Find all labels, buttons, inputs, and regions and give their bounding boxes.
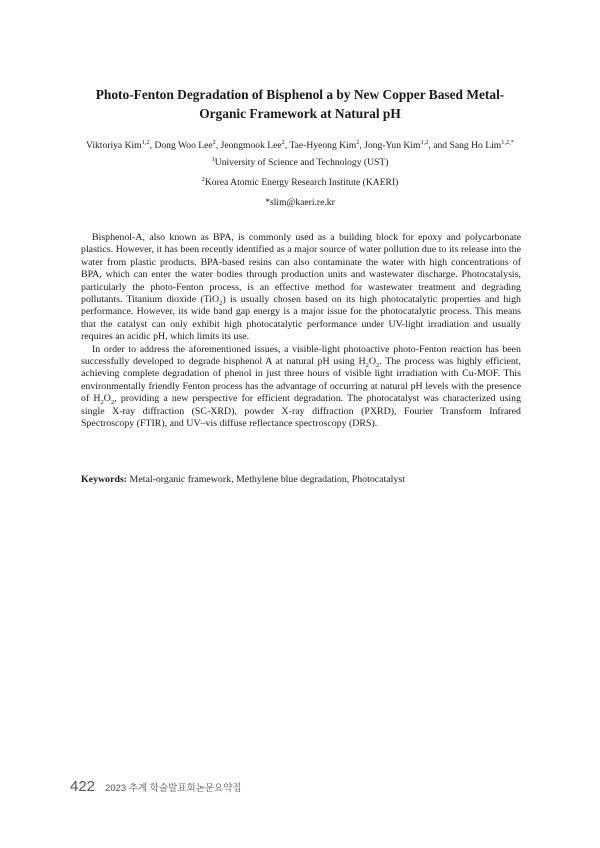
paper-title — [70, 86, 530, 123]
keywords-text: Metal-organic framework, Methylene blue degradation, Photocatalyst — [127, 474, 405, 485]
page-number: 422 — [70, 778, 96, 795]
title-line-2: Organic Framework at Natural pH — [199, 105, 401, 121]
page-footer — [70, 778, 242, 798]
author: Jong-Yun Kim$^{1,2}$, and — [364, 138, 450, 151]
author: Dong Woo Lee$^2$, — [154, 138, 221, 151]
keywords-line — [81, 474, 521, 486]
author: Sang Ho Lim$^{1,2,*}$ — [449, 138, 514, 151]
author: Jeongmook Lee$^2$, — [220, 138, 290, 151]
keywords-label: Keywords: — [81, 474, 128, 485]
affiliation-1: $^1$University of Science and Technology (UST) — [211, 155, 389, 168]
proceedings-title: 2023 추계 학술발표회논문요약집 — [105, 783, 242, 794]
affiliation-2: $^2$Korea Atomic Energy Research Institute (KAERI) — [201, 175, 399, 188]
abstract-paragraph-2: In order to address the aforementioned issues, a visible-light photoactive photo-Fenton reaction has been successfully developed to degrade bisphenol A at natural pH using $H_2O_2$. The process was highly efficient, achieving complete degradation of phenol in just three hours of visible light irradiation with Cu-MOF. This environmentally friendly Fenton process has the advantage of occurring at natural pH levels with the presence of $H_2O_2$, providing a new perspective for efficient degradation. The photocatalyst was characterized using single X-ray diffraction (SC-XRD), powder X-ray diffraction (PXRD), Fourier Transform Infrared Spectroscopy (FTIR), and UV–vis diffuse reflectance spectroscopy (DRS). — [81, 343, 522, 430]
title-line-1: Photo-Fenton Degradation of Bisphenol a by New Copper Based Metal- — [95, 87, 505, 102]
author-list — [40, 139, 560, 152]
corresponding-email: *slim@kaeri.re.kr — [265, 197, 335, 208]
abstract-paragraph-1: Bisphenol-A, also known as BPA, is commonly used as a building block for epoxy and polycarbonate plastics. However, it has been recently identified as a major source of water pollution due to its release into the water from plastic products. BPA-based resins can also contaminate the water with high concentrations of BPA, which can enter the water bodies through production units and wastewater discharge. Photocatalysis, particularly the photo-Fenton process, is an effective method for wastewater treatment and degrading pollutants. Titanium dioxide (TiO$_2$) is usually chosen based on its high photocatalytic properties and high performance. However, its wide band gap energy is a major issue for the photocatalytic process. This means that the catalyst can only exhibit high photocatalytic performance under UV-light irradiation and usually requires an acidic pH, which limits its use. — [81, 232, 521, 343]
abstract-body — [81, 232, 521, 431]
author: Viktoriya Kim$^{1,2}$, — [85, 138, 155, 151]
author: Tae-Hyeong Kim$^2$, — [289, 138, 365, 151]
